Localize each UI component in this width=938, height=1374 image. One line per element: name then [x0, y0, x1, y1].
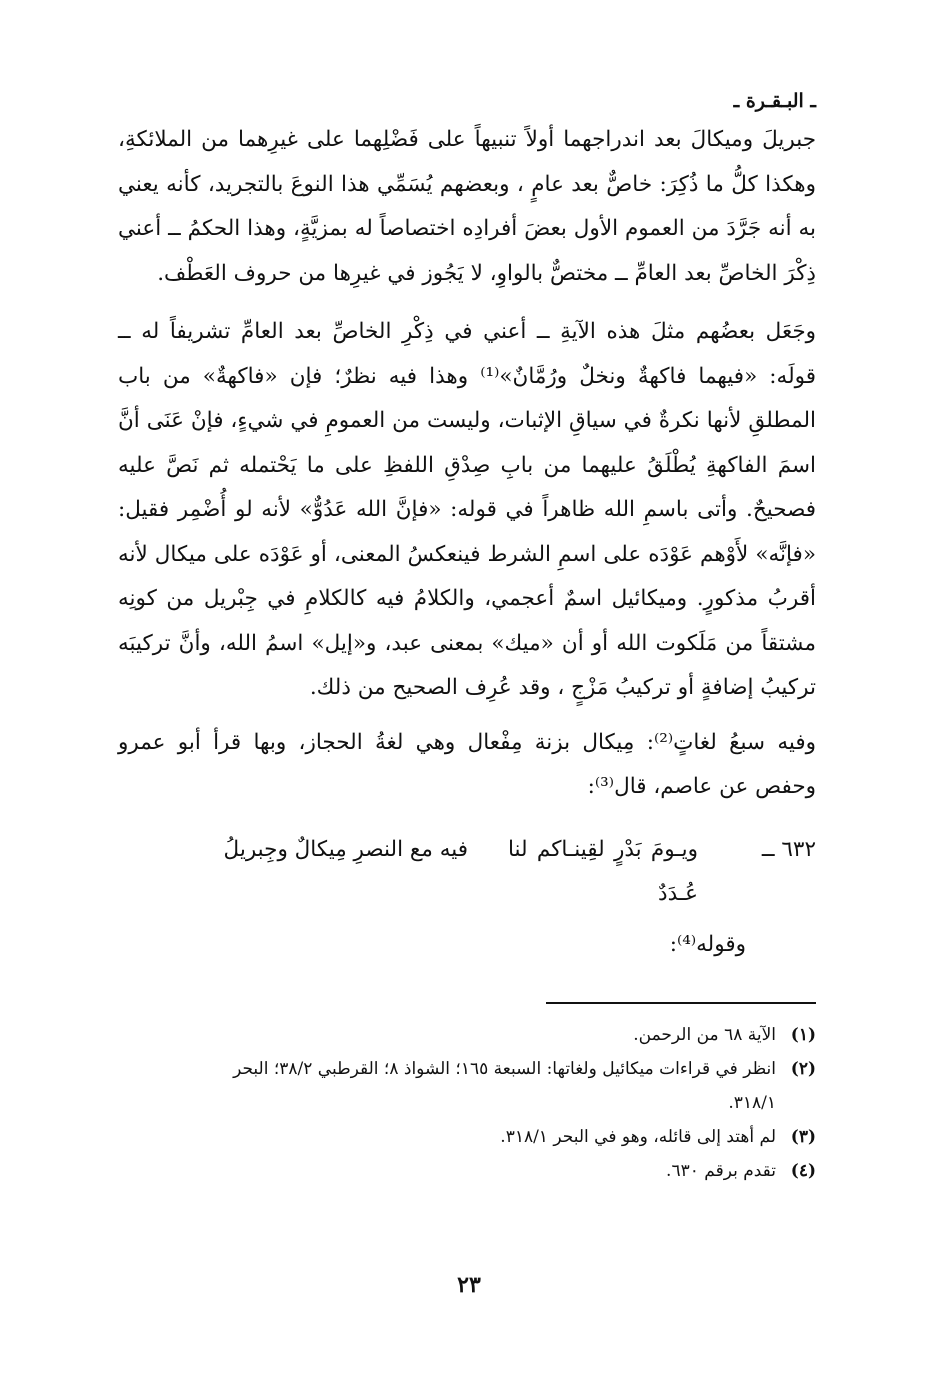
footnote-number: (٢): [790, 1058, 816, 1079]
paragraph-1: جبريلَ وميكالَ بعد اندراجهما أولاً تنبيهاً على فَضْلِهما على غيرِهما من الملائكةِ، وهكذا كلُّ ما ذُكِرَ: خاصٌّ بعد عامٍ ، وبعضهم يُسَمِّي هذا النوعَ بالتجريد، كأنه يعني به أنه جَرَّدَ من العموم الأول بعضَ أفرادِه اختصاصاً له بمزيَّةٍ، وهذا الحكمُ ــ أعني ذِكْرَ الخاصِّ بعد العامِّ ــ مختصٌّ بالواوِ، لا يَجُوز في غيرِها من حروف العَطْف.: [118, 127, 816, 286]
verse-number: ٦٣٢ ــ: [761, 836, 816, 862]
footnote-2-continuation: ٣١٨/١.: [728, 1092, 776, 1113]
footnote-text: لم أهتد إلى قائله، وهو في البحر ٣١٨/١.: [500, 1126, 776, 1147]
footnotes: [118, 1018, 816, 1188]
footnote-2: [118, 1052, 816, 1086]
verse-line: [118, 828, 816, 916]
verse-followup-text: وقوله⁽⁴⁾:: [669, 931, 746, 957]
footnote-4: [118, 1154, 816, 1188]
footnote-divider: [546, 1002, 816, 1004]
footnote-number: (٣): [790, 1126, 816, 1147]
footnote-number: (١): [790, 1024, 816, 1045]
footnote-number: (٤): [790, 1160, 816, 1181]
verse-first-hemistich: ويـومَ بَدْرٍ لقِينـاكم لنا عُـدَدٌ: [508, 836, 698, 906]
verse-second-hemistich: فيه مع النصرِ مِيكالٌ وجِبريلُ: [223, 836, 468, 862]
footnote-text: انظر في قراءات ميكائيل ولغاتها: السبعة ١٦٥؛ الشواذ ٨؛ القرطبي ٣٨/٢؛ البحر: [233, 1058, 776, 1079]
paragraph-2: وجَعَل بعضُهم مثلَ هذه الآيةِ ــ أعني في ذِكْرِ الخاصِّ بعد العامِّ تشريفاً له ــ قولَه: «فيهما فاكهةٌ ونخلٌ ورُمَّانٌ»⁽¹⁾ وهذا فيه نظرٌ؛ فإن «فاكهةٌ» من باب المطلقِ لأنها نكرةٌ في سياقِ الإثبات، وليست من العمومِ في شيءٍ، فإنْ عَنَى أنَّ اسمَ الفاكهةِ يُطْلَقُ عليهما من بابِ صِدْقِ اللفظِ على ما يَحْتمله ثم نَصَّ عليه فصحيحٌ. وأتى باسمِ الله ظاهراً في قوله: «فإنَّ الله عَدُوٌّ» لأنه لو أُضْمِر فقيل: «فإنَّه» لأَوْهم عَوْدَه على اسمِ الشرط فينعكسُ المعنى، أو عَوْدَه على ميكال لأنه أقربُ مذكورٍ. وميكائيل اسمٌ أعجمي، والكلامُ فيه كالكلامِ في جِبْريل من كونِه مشتقاً من مَلَكوت الله أو أن «ميك» بمعنى عبد، و«إيل» اسمُ الله، وأنَّ تركيبَه تركيبُ إضافةٍ أو تركيبُ مَزْجٍ ، وقد عُرِف الصحيح من ذلك.: [118, 319, 817, 700]
running-header: ـ البـقـرة ـ: [733, 90, 816, 112]
footnote-text: الآية ٦٨ من الرحمن.: [633, 1024, 776, 1045]
footnote-3: [118, 1120, 816, 1154]
page-number: ٢٣: [457, 1272, 481, 1298]
footnote-1: [118, 1018, 816, 1052]
poetry-verse: [118, 828, 816, 974]
paragraph-3: وفيه سبعُ لغاتٍ⁽²⁾: مِيكال بزنة مِفْعال وهي لغةُ الحجاز، وبها قرأ أبو عمرو وحفص عن عاصم، قال⁽³⁾:: [118, 729, 816, 799]
footnote-text: تقدم برقم ٦٣٠.: [666, 1160, 776, 1181]
